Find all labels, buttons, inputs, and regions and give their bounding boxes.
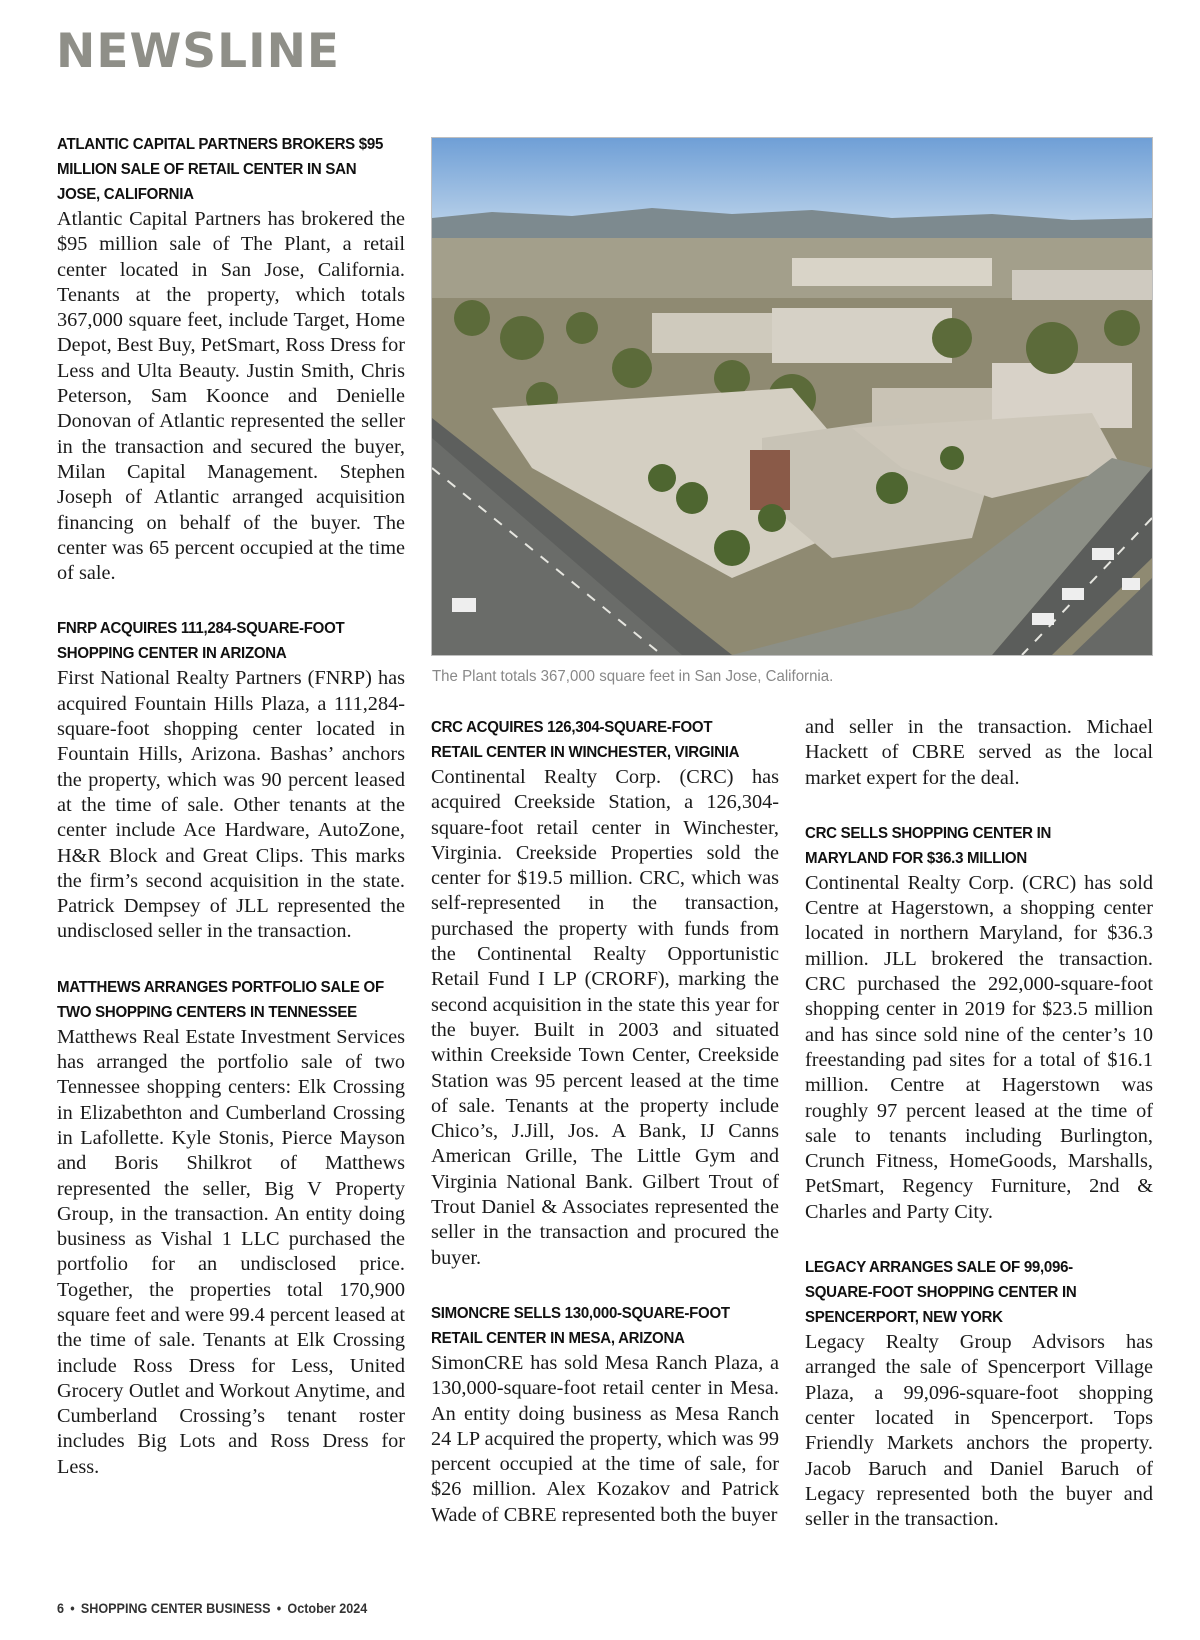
aerial-photo-illustration [432, 138, 1152, 655]
article-body: Legacy Realty Group Advisors has arranged the sale of Spencerport Village Plaza, a 99,096-square-foot shopping center located in Spencerport. Tops Friendly Markets anchors the property. Jacob Baruch and Daniel Baruch of Legacy represented both the buyer and seller in the transaction. [805, 1331, 1153, 1531]
left-column [57, 132, 405, 1510]
article-legacy [805, 1255, 1153, 1532]
article-body: Matthews Real Estate Investment Services has arranged the portfolio sale of two Tennessee shopping centers: Elk Crossing in Elizabethton and Cumberland Crossing in Lafollette. Kyle Stonis, Pierce Mayson and Boris Shilkrot of Matthews represented the seller, Big V Property Group, in the transaction. An entity doing business as Vishal 1 LLC purchased the portfolio for an undisclosed price. Together, the properties total 170,900 square feet and were 99.4 percent leased at the time of sale. Tenants at Elk Crossing include Ross Dress for Less, United Grocery Outlet and Workout Anytime, and Cumberland Crossing’s tenant roster includes Big Lots and Ross Dress for Less. [57, 1025, 405, 1478]
article-body-continuation: and seller in the transaction. Michael Hackett of CBRE served as the local market expert for the deal. [805, 716, 1153, 789]
middle-column [431, 715, 779, 1558]
article-crc-sells [805, 821, 1153, 1225]
aerial-photo [431, 137, 1153, 656]
page-footer [57, 1600, 367, 1616]
publication-name: SHOPPING CENTER BUSINESS [80, 1600, 271, 1616]
footer-separator: • [70, 1600, 75, 1616]
article-matthews [57, 975, 405, 1480]
article-body: Continental Realty Corp. (CRC) has sold Centre at Hagerstown, a shopping center located in northern Maryland, for $36.3 million. JLL brokered the transaction. CRC purchased the 292,000-square-foot shopping center in 2019 for $23.5 million and has since sold nine of the center’s 10 freestanding pad sites for a total of $16.1 million. Centre at Hagerstown was roughly 97 percent leased at the time of sale to tenants including Burlington, Crunch Fitness, HomeGoods, Marshalls, PetSmart, Regency Furniture, 2nd & Charles and Party City. [805, 871, 1153, 1223]
article-headline: FNRP ACQUIRES 111,284-SQUARE-FOOT SHOPPING CENTER IN ARIZONA [57, 620, 345, 663]
photo-caption: The Plant totals 367,000 square feet in San Jose, California. [432, 668, 834, 685]
article-simoncre-continued [805, 715, 1153, 791]
page-number: 6 [57, 1600, 65, 1616]
right-column [805, 715, 1153, 1562]
article-crc-acquires [431, 715, 779, 1271]
issue-date: October 2024 [287, 1600, 368, 1616]
article-headline: LEGACY ARRANGES SALE OF 99,096-SQUARE-FOOT SHOPPING CENTER IN SPENCERPORT, NEW YORK [805, 1259, 1077, 1327]
article-simoncre [431, 1301, 779, 1528]
article-headline: ATLANTIC CAPITAL PARTNERS BROKERS $95 MILLION SALE OF RETAIL CENTER IN SAN JOSE, CALIFORNIA [57, 136, 384, 203]
article-headline: CRC SELLS SHOPPING CENTER IN MARYLAND FOR $36.3 MILLION [805, 824, 1052, 867]
section-title: NEWSLINE [56, 24, 341, 79]
article-fnrp [57, 616, 405, 944]
article-atlantic [57, 132, 405, 586]
footer-separator: • [276, 1600, 282, 1616]
article-body: Atlantic Capital Partners has brokered the $95 million sale of The Plant, a retail center located in San Jose, California. Tenants at the property, which totals 367,000 square feet, include Target, Home Depot, Best Buy, PetSmart, Ross Dress for Less and Ulta Beauty. Justin Smith, Chris Peterson, Sam Koonce and Denielle Donovan of Atlantic represented the seller in the transaction and secured the buyer, Milan Capital Management. Stephen Joseph of Atlantic arranged acquisition financing on behalf of the buyer. The center was 65 percent occupied at the time of sale. [57, 208, 405, 585]
article-body: First National Realty Partners (FNRP) has acquired Fountain Hills Plaza, a 111,284-square-foot shopping center located in Fountain Hills, Arizona. Bashas’ anchors the property, which was 90 percent leased at the time of sale. Other tenants at the center include Ace Hardware, AutoZone, H&R Block and Great Clips. This marks the firm’s second acquisition in the state. Patrick Dempsey of JLL represented the undisclosed seller in the transaction. [57, 667, 405, 943]
article-body: SimonCRE has sold Mesa Ranch Plaza, a 130,000-square-foot retail center in Mesa. An entity doing business as Mesa Ranch 24 LP acquired the property, which was 99 percent occupied at the time of sale, for $26 million. Alex Kozakov and Patrick Wade of CBRE represented both the buyer [431, 1351, 779, 1526]
article-headline: SIMONCRE SELLS 130,000-SQUARE-FOOT RETAIL CENTER IN MESA, ARIZONA [431, 1304, 730, 1347]
article-body: Continental Realty Corp. (CRC) has acquired Creekside Station, a 126,304-square-foot retail center in Winchester, Virginia. Creekside Properties sold the center for $19.5 million. CRC, which was self-represented in the transaction, purchased the property with funds from the Continental Realty Opportunistic Retail Fund I LP (CRORF), marking the second acquisition in the state this year for the buyer. Built in 2003 and situated within Creekside Town Center, Creekside Station was 95 percent leased at the time of sale. Tenants at the property include Chico’s, J.Jill, Jos. A Bank, IJ Canns American Grille, The Little Gym and Virginia National Bank. Gilbert Trout of Trout Daniel & Associates represented the seller in the transaction and procured the buyer. [431, 766, 779, 1269]
article-headline: CRC ACQUIRES 126,304-SQUARE-FOOT RETAIL CENTER IN WINCHESTER, VIRGINIA [431, 719, 740, 761]
article-headline: MATTHEWS ARRANGES PORTFOLIO SALE OF TWO SHOPPING CENTERS IN TENNESSEE [57, 978, 384, 1021]
